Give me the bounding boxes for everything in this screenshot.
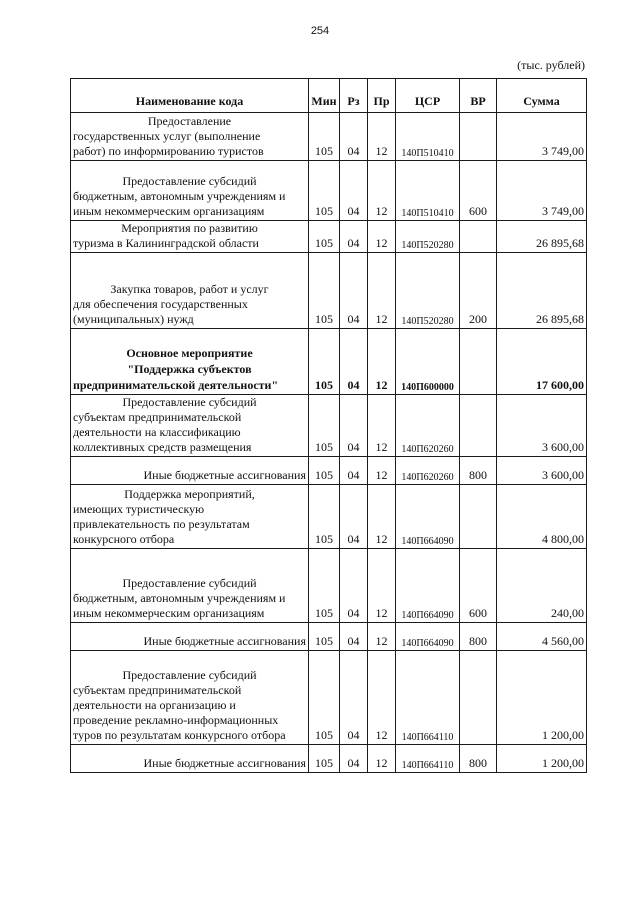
row-name-line: (муниципальных) нужд: [73, 312, 194, 326]
table-row: [71, 485, 587, 549]
budget-table: [70, 78, 587, 773]
row-name-line: Иные бюджетные ассигнования: [143, 634, 306, 648]
row-sum: 3 600,00: [497, 395, 587, 457]
table-row: [71, 651, 587, 745]
row-pr: 12: [368, 253, 396, 329]
row-name-line: иным некоммерческим организациям: [73, 606, 265, 620]
row-min: 105: [309, 623, 340, 651]
row-min: 105: [309, 253, 340, 329]
row-sum: 4 560,00: [497, 623, 587, 651]
row-name-line: коллективных средств размещения: [73, 440, 252, 454]
header-pr: Пр: [368, 79, 396, 113]
row-rz: 04: [340, 329, 368, 395]
row-name-line: Иные бюджетные ассигнования: [143, 468, 306, 482]
row-name: [71, 745, 309, 773]
row-csr: 140П664090: [396, 623, 460, 651]
row-pr: 12: [368, 457, 396, 485]
row-name: [71, 623, 309, 651]
row-name-line: субъектам предпринимательской: [73, 410, 242, 424]
row-name: [71, 329, 309, 395]
row-sum: 1 200,00: [497, 651, 587, 745]
row-min: 105: [309, 395, 340, 457]
row-vr: 800: [460, 745, 497, 773]
row-name: [71, 221, 309, 253]
table-row: [71, 395, 587, 457]
row-csr: 140П510410: [396, 161, 460, 221]
row-name-line: конкурсного отбора: [73, 532, 175, 546]
row-rz: 04: [340, 253, 368, 329]
row-name-line: Предоставление субсидий: [122, 174, 257, 188]
row-name-line: бюджетным, автономным учреждениям и: [73, 189, 286, 203]
row-name-line: деятельности на классификацию: [73, 425, 241, 439]
row-min: 105: [309, 651, 340, 745]
row-name-line: государственных услуг (выполнение: [73, 129, 261, 143]
table-row: [71, 745, 587, 773]
row-csr: 140П664090: [396, 549, 460, 623]
table-row: [71, 329, 587, 395]
row-name-line: Основное мероприятие: [126, 346, 253, 360]
row-vr: 600: [460, 161, 497, 221]
row-min: 105: [309, 457, 340, 485]
row-name: [71, 549, 309, 623]
row-pr: 12: [368, 221, 396, 253]
row-vr: 800: [460, 457, 497, 485]
units-label: (тыс. рублей): [517, 58, 585, 72]
row-csr: 140П520280: [396, 221, 460, 253]
row-name-line: работ) по информированию туристов: [73, 144, 264, 158]
table-body: [71, 113, 587, 773]
header-sum: Сумма: [497, 79, 587, 113]
row-name-line: иным некоммерческим организациям: [73, 204, 265, 218]
row-vr: [460, 395, 497, 457]
row-sum: 26 895,68: [497, 253, 587, 329]
row-name: [71, 457, 309, 485]
row-name-line: туров по результатам конкурсного отбора: [73, 728, 286, 742]
row-name-line: предпринимательской деятельности": [73, 378, 279, 392]
row-name-line: Поддержка мероприятий,: [124, 487, 255, 501]
table-row: [71, 113, 587, 161]
row-sum: 240,00: [497, 549, 587, 623]
table-row: [71, 457, 587, 485]
row-rz: 04: [340, 457, 368, 485]
row-name: [71, 113, 309, 161]
row-name-line: привлекательность по результатам: [73, 517, 250, 531]
row-name-line: Предоставление субсидий: [122, 576, 257, 590]
row-name: [71, 253, 309, 329]
row-min: 105: [309, 485, 340, 549]
table-row: [71, 221, 587, 253]
row-pr: 12: [368, 651, 396, 745]
row-name: [71, 161, 309, 221]
header-name: Наименование кода: [71, 79, 309, 113]
row-sum: 4 800,00: [497, 485, 587, 549]
table-row: [71, 549, 587, 623]
row-rz: 04: [340, 485, 368, 549]
row-name-line: туризма в Калининградской области: [73, 236, 259, 250]
table-row: [71, 623, 587, 651]
row-vr: 600: [460, 549, 497, 623]
row-name-line: Предоставление субсидий: [122, 395, 257, 409]
header-vr: ВР: [460, 79, 497, 113]
row-name-line: Предоставление субсидий: [122, 668, 257, 682]
row-name-line: бюджетным, автономным учреждениям и: [73, 591, 286, 605]
page-number: 254: [310, 25, 330, 37]
row-name-line: для обеспечения государственных: [73, 297, 248, 311]
row-name: [71, 651, 309, 745]
row-csr: 140П664090: [396, 485, 460, 549]
row-min: 105: [309, 745, 340, 773]
row-csr: 140П600000: [396, 329, 460, 395]
row-rz: 04: [340, 623, 368, 651]
row-name-line: Предоставление: [147, 114, 232, 128]
row-vr: [460, 113, 497, 161]
row-csr: 140П664110: [396, 651, 460, 745]
row-csr: 140П510410: [396, 113, 460, 161]
row-min: 105: [309, 113, 340, 161]
row-name-line: деятельности на организацию и: [73, 698, 236, 712]
row-rz: 04: [340, 113, 368, 161]
row-rz: 04: [340, 549, 368, 623]
row-sum: 3 749,00: [497, 161, 587, 221]
row-sum: 26 895,68: [497, 221, 587, 253]
row-vr: 800: [460, 623, 497, 651]
row-vr: 200: [460, 253, 497, 329]
row-name-line: "Поддержка субъектов: [127, 362, 252, 376]
row-pr: 12: [368, 549, 396, 623]
row-name: [71, 395, 309, 457]
table-row: [71, 253, 587, 329]
row-pr: 12: [368, 485, 396, 549]
row-min: 105: [309, 329, 340, 395]
row-name-line: имеющих туристическую: [73, 502, 205, 516]
row-pr: 12: [368, 161, 396, 221]
row-min: 105: [309, 161, 340, 221]
row-name-line: Иные бюджетные ассигнования: [143, 756, 306, 770]
header-row: [71, 79, 587, 113]
row-vr: [460, 651, 497, 745]
row-min: 105: [309, 549, 340, 623]
row-pr: 12: [368, 113, 396, 161]
row-rz: 04: [340, 161, 368, 221]
header-min: Мин: [309, 79, 340, 113]
row-csr: 140П620260: [396, 457, 460, 485]
row-csr: 140П520280: [396, 253, 460, 329]
row-rz: 04: [340, 395, 368, 457]
row-name-line: проведение рекламно-информационных: [73, 713, 279, 727]
row-vr: [460, 221, 497, 253]
row-rz: 04: [340, 745, 368, 773]
row-name: [71, 485, 309, 549]
row-sum: 3 749,00: [497, 113, 587, 161]
row-min: 105: [309, 221, 340, 253]
row-pr: 12: [368, 329, 396, 395]
row-vr: [460, 329, 497, 395]
row-csr: 140П620260: [396, 395, 460, 457]
row-rz: 04: [340, 651, 368, 745]
row-sum: 3 600,00: [497, 457, 587, 485]
row-name-line: Закупка товаров, работ и услуг: [110, 282, 269, 296]
row-csr: 140П664110: [396, 745, 460, 773]
row-pr: 12: [368, 395, 396, 457]
row-rz: 04: [340, 221, 368, 253]
row-sum: 17 600,00: [497, 329, 587, 395]
row-sum: 1 200,00: [497, 745, 587, 773]
table-row: [71, 161, 587, 221]
row-name-line: субъектам предпринимательской: [73, 683, 242, 697]
row-pr: 12: [368, 623, 396, 651]
row-pr: 12: [368, 745, 396, 773]
header-rz: Рз: [340, 79, 368, 113]
row-name-line: Мероприятия по развитию: [121, 221, 258, 235]
row-vr: [460, 485, 497, 549]
header-csr: ЦСР: [396, 79, 460, 113]
